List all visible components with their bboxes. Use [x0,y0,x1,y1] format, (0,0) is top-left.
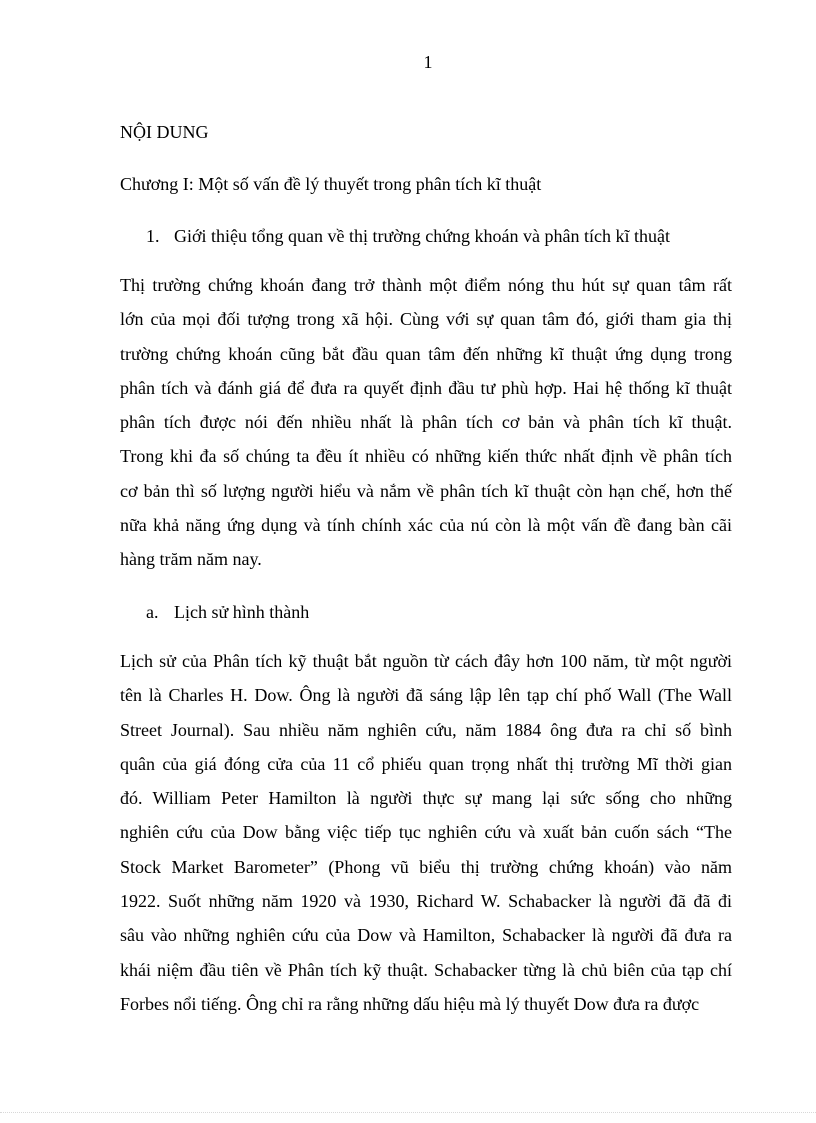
paragraph-line: đó. William Peter Hamilton là người thực sự mang lại sức sống cho những [120,788,732,809]
paragraph-line: Street Journal). Sau nhiều năm nghiên cứu, năm 1884 ông đưa ra chỉ số bình [120,719,732,740]
paragraph-line: Trong khi đa số chúng ta đều ít nhiều có những kiến thức nhất định về phân tích [120,446,732,467]
paragraph-line: Stock Market Barometer” (Phong vũ biểu thị trường chứng khoán) vào năm [120,856,732,877]
paragraph-line: Thị trường chứng khoán đang trở thành một điểm nóng thu hút sự quan tâm rất [120,275,732,295]
subsection-number: 1. [146,226,160,246]
paragraph-line: lớn của mọi đối tượng trong xã hội. Cùng với sự quan tâm đó, giới tham gia thị [120,309,732,330]
paragraph-line: nghiên cứu của Dow bằng việc tiếp tục nghiên cứu và xuất bản cuốn sách “The [120,822,732,843]
paragraph-line: phân tích và đánh giá để đưa ra quyết định đầu tư phù hợp. Hai hệ thống kĩ thuật [120,377,732,398]
subsection-letter: a. [146,602,159,622]
paragraph-line: khái niệm đầu tiên về Phân tích kỹ thuật. Schabacker từng là chủ biên của tạp chí [120,959,732,980]
paragraph-line: trường chứng khoán cũng bắt đầu quan tâm đến những kĩ thuật ứng dụng trong [120,343,732,364]
paragraph-line: hàng trăm năm nay. [120,549,262,570]
paragraph-line: quân của giá đóng cửa của 11 cổ phiếu quan trọng nhất thị trường Mĩ thời gian [120,753,732,774]
subsection-title: Lịch sử hình thành [174,602,310,622]
paragraph-line: sâu vào những nghiên cứu của Dow và Hamilton, Schabacker là người đã đưa ra [120,925,732,946]
paragraph-line: 1922. Suốt những năm 1920 và 1930, Richard W. Schabacker là người đã đã đi [120,891,732,912]
subsection-heading-1 [146,224,670,248]
paragraph-line: Forbes nổi tiếng. Ông chỉ ra rằng những dấu hiệu mà lý thuyết Dow đưa ra được [120,993,700,1014]
paragraph-line: nữa khả năng ứng dụng và tính chính xác của nú còn là một vấn đề đang bàn cãi [120,515,732,536]
paragraph-line: phân tích được nói đến nhiều nhất là phân tích cơ bản và phân tích kĩ thuật. [120,412,732,433]
section-title: NỘI DUNG [120,122,209,142]
paragraph-line: cơ bản thì số lượng người hiểu và nắm về phân tích kĩ thuật còn hạn chế, hơn thế [120,480,732,501]
paragraph-intro [120,268,732,577]
page-number: 1 [423,52,433,72]
paragraph-line: Lịch sử của Phân tích kỹ thuật bắt nguồn từ cách đây hơn 100 năm, từ một người [120,651,732,671]
subsection-title: Giới thiệu tổng quan về thị trường chứng khoán và phân tích kĩ thuật [174,226,670,246]
chapter-title: Chương I: Một số vấn đề lý thuyết trong phân tích kĩ thuật [120,174,542,194]
paragraph-history [120,644,732,1021]
subsection-heading-a [146,600,309,624]
paragraph-line: tên là Charles H. Dow. Ông là người đã sáng lập lên tạp chí phố Wall (The Wall [120,685,732,706]
page-bottom-divider [0,1112,816,1113]
